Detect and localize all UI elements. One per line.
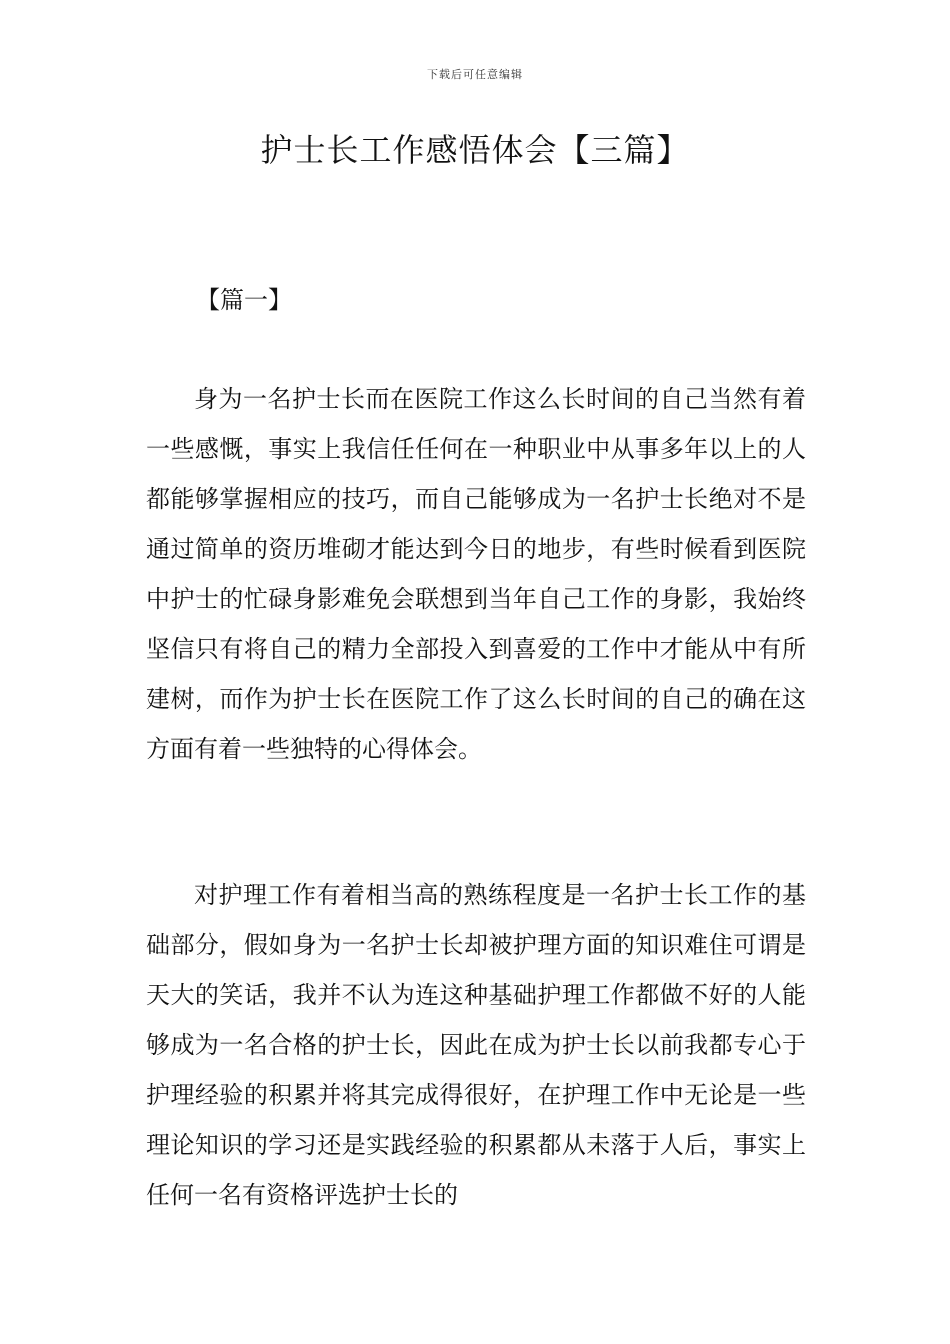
paragraph-2: 对护理工作有着相当高的熟练程度是一名护士长工作的基础部分，假如身为一名护士长却被护理方面的知识难住可谓是天大的笑话，我并不认为连这种基础护理工作都做不好的人能够成为一名合格的护士长，因此在成为护士长以前我都专心于护理经验的积累并将其完成得很好，在护理工作中无论是一些理论知识的学习还是实践经验的积累都从未落于人后，事实上任何一名有资格评选护士长的: [146, 881, 806, 1209]
document-title: 护士长工作感悟体会【三篇】: [260, 131, 690, 169]
paragraph-1: 身为一名护士长而在医院工作这么长时间的自己当然有着一些感慨，事实上我信任任何在一种职业中从事多年以上的人都能够掌握相应的技巧，而自己能够成为一名护士长绝对不是通过简单的资历堆砌才能达到今日的地步，有些时候看到医院中护士的忙碌身影难免会联想到当年自己工作的身影，我始终坚信只有将自己的精力全部投入到喜爱的工作中才能从中有所建树，而作为护士长在医院工作了这么长时间的自己的确在这方面有着一些独特的心得体会。: [146, 385, 806, 763]
header-note: 下载后可任意编辑: [427, 68, 523, 81]
section-heading: 【篇一】: [196, 286, 292, 314]
